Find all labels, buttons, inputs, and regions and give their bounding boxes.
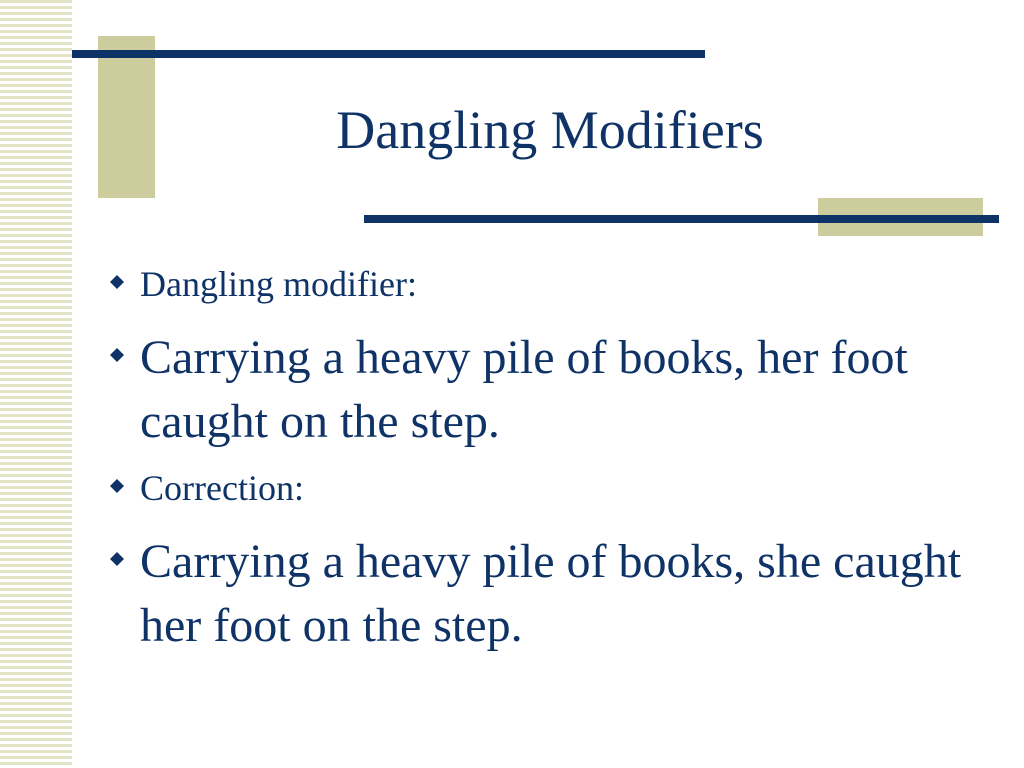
left-stripe-decoration: [0, 0, 72, 768]
bullet-text: Correction:: [140, 468, 304, 508]
bullet-text: Dangling modifier:: [140, 264, 417, 304]
bullet-item: [104, 530, 984, 658]
slide-title: Dangling Modifiers: [336, 100, 764, 160]
diamond-bullet-icon: [110, 348, 124, 362]
title-rule-bottom: [364, 215, 999, 223]
bullet-list: [104, 262, 984, 658]
bullet-item: [104, 326, 984, 454]
accent-block-top: [98, 36, 155, 198]
diamond-bullet-icon: [110, 552, 124, 566]
diamond-bullet-icon: [110, 275, 124, 289]
title-rule-top: [72, 50, 705, 58]
diamond-bullet-icon: [110, 479, 124, 493]
bullet-text: Carrying a heavy pile of books, her foot caught on the step.: [140, 331, 908, 448]
bullet-text: Carrying a heavy pile of books, she caught her foot on the step.: [140, 535, 962, 652]
bullet-item: [104, 466, 984, 510]
bullet-item: [104, 262, 984, 306]
